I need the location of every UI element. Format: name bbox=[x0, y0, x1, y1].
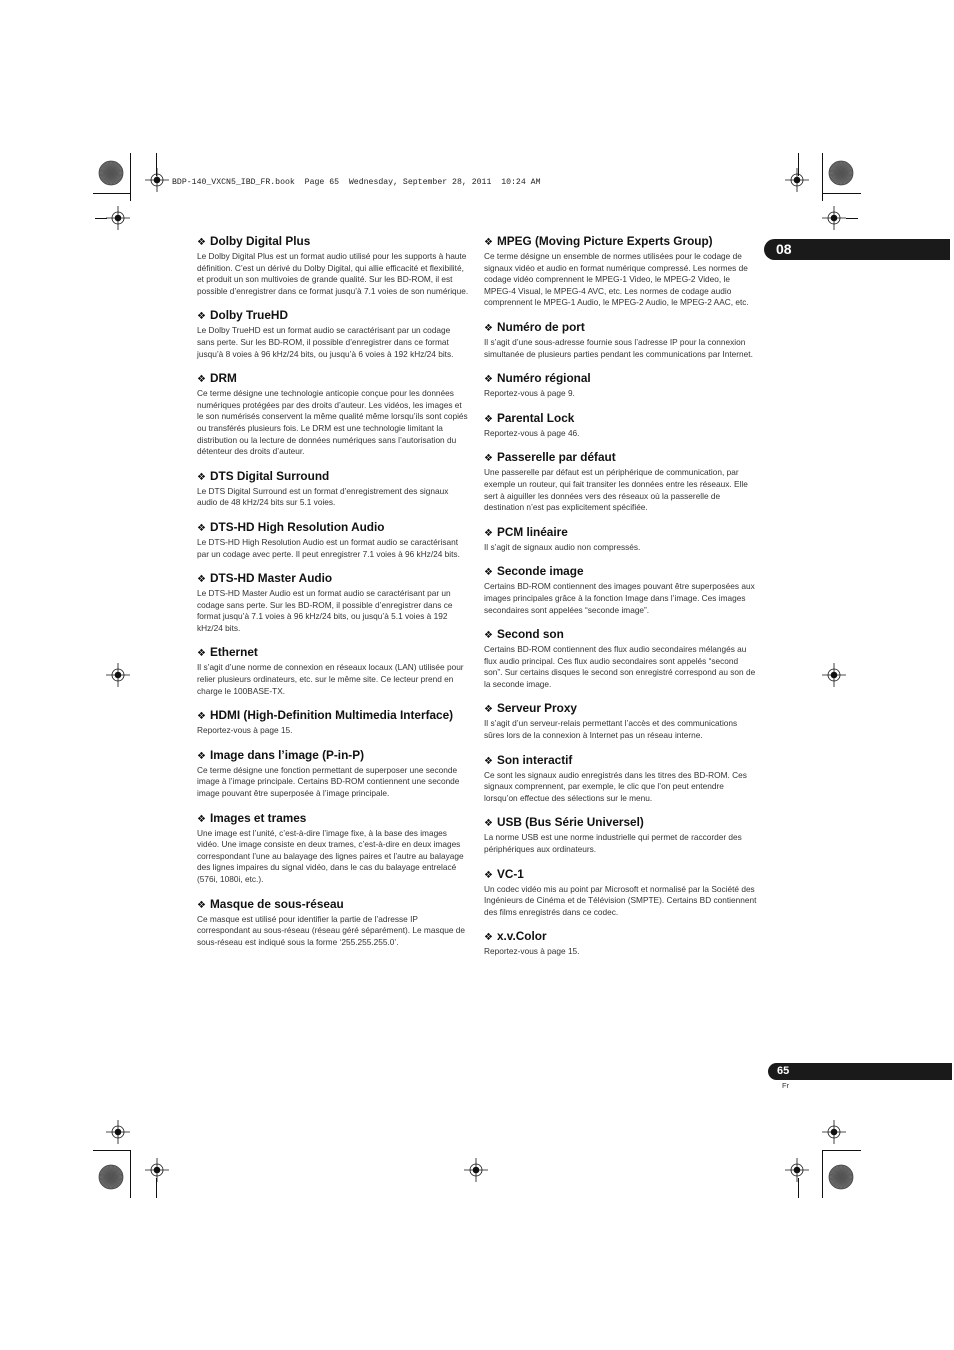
starburst-mark-icon bbox=[98, 1164, 124, 1190]
glossary-term-text: HDMI (High-Definition Multimedia Interface) bbox=[209, 708, 454, 723]
diamond-bullet-icon: ❖ bbox=[197, 237, 206, 248]
diamond-bullet-icon: ❖ bbox=[484, 322, 493, 334]
diamond-bullet-icon: ❖ bbox=[197, 711, 206, 723]
glossary-term-text: x.v.Color bbox=[496, 929, 547, 944]
glossary-term bbox=[197, 308, 469, 324]
crosshair-mark-icon bbox=[106, 663, 130, 687]
crosshair-mark-icon bbox=[822, 206, 846, 230]
glossary-entry bbox=[484, 371, 757, 400]
glossary-term bbox=[484, 701, 757, 717]
glossary-definition: Reportez-vous à page 15. bbox=[197, 725, 293, 736]
glossary-definition: La norme USB est une norme industrielle qui permet de raccorder des périphériques aux ordinateurs. bbox=[484, 832, 742, 855]
crop-line bbox=[822, 1150, 823, 1198]
starburst-mark-icon bbox=[828, 1164, 854, 1190]
diamond-bullet-icon: ❖ bbox=[197, 311, 206, 323]
glossary-entry bbox=[197, 308, 469, 360]
glossary-entry bbox=[484, 411, 757, 440]
glossary-entry bbox=[197, 234, 469, 297]
glossary-term bbox=[484, 815, 757, 831]
starburst-mark-icon bbox=[828, 160, 854, 186]
crosshair-mark-icon bbox=[145, 168, 169, 192]
crop-line bbox=[798, 1178, 799, 1198]
glossary-entry bbox=[197, 571, 469, 634]
glossary-entry bbox=[197, 371, 469, 458]
diamond-bullet-icon: ❖ bbox=[484, 567, 493, 579]
glossary-definition: Le Dolby Digital Plus est un format audio utilisé pour les supports à haute définition. C’est un dérivé du Dolby Digital, qui allie efficacité et flexibilité, et produit un son multivoies de grande qualité. Sur les BD-ROM, il est possible d’enregistrer dans ce format jusqu’à 7.1 voies de son numérique. bbox=[197, 251, 469, 296]
glossary-term bbox=[484, 867, 757, 883]
glossary-term-text: Parental Lock bbox=[496, 410, 575, 425]
glossary-definition: Le DTS-HD Master Audio est un format audio se caractérisant par un codage sans perte. Sur les BD-ROM, il possible d’enregistrer dans ce format jusqu’à 7.1 voies à 96 kHz/24 bits, ou jusqu’à 5.1 voies à 192 kHz/24 bits. bbox=[197, 588, 453, 633]
glossary-entry bbox=[197, 469, 469, 509]
glossary-term-text: Images et trames bbox=[209, 810, 307, 825]
diamond-bullet-icon: ❖ bbox=[484, 869, 493, 881]
glossary-term bbox=[197, 469, 469, 485]
crosshair-mark-icon bbox=[464, 1158, 488, 1182]
glossary-entry bbox=[484, 450, 757, 513]
glossary-definition: Certains BD-ROM contiennent des flux audio secondaires mélangés au flux audio principal. Ces flux audio secondaires sont appelés “second son”. Sur certains disques le second son enregistré correspond au son de la seconde image. bbox=[484, 644, 756, 689]
glossary-term-text: Ethernet bbox=[209, 645, 258, 660]
glossary-term-text: Numéro régional bbox=[496, 371, 591, 386]
glossary-term bbox=[197, 897, 469, 913]
diamond-bullet-icon: ❖ bbox=[197, 648, 206, 660]
glossary-term bbox=[484, 234, 757, 250]
crop-line bbox=[93, 1150, 131, 1151]
diamond-bullet-icon: ❖ bbox=[484, 413, 493, 425]
glossary-term bbox=[197, 811, 469, 827]
glossary-term-text: Masque de sous-réseau bbox=[209, 896, 344, 911]
glossary-term bbox=[197, 520, 469, 536]
glossary-entry bbox=[484, 627, 757, 690]
glossary-term bbox=[197, 234, 469, 250]
glossary-definition: Ce sont les signaux audio enregistrés dans les titres des BD-ROM. Ces signaux comprennent, par exemple, le clic que l’on peut entendre lorsqu’on effectue des sélections sur le menu. bbox=[484, 769, 747, 803]
glossary-definition: Un codec vidéo mis au point par Microsoft et normalisé par la Société des Ingénieurs de Cinéma et de Télévision (SMPTE). Certains BD contiennent des films enregistrés dans ce codec. bbox=[484, 883, 757, 917]
diamond-bullet-icon: ❖ bbox=[484, 527, 493, 539]
glossary-definition: Il s’agit d’une norme de connexion en réseaux locaux (LAN) utilisée pour relier plusieurs ordinateurs, etc. sur le même site. Ce lecteur prend en charge le 100BASE-TX. bbox=[197, 662, 464, 696]
glossary-entry bbox=[484, 753, 757, 805]
glossary-definition: Reportez-vous à page 15. bbox=[484, 946, 580, 957]
page-number: 65 bbox=[768, 1063, 952, 1080]
diamond-bullet-icon: ❖ bbox=[197, 813, 206, 825]
glossary-definition: Le Dolby TrueHD est un format audio se caractérisant par un codage sans perte. Sur les BD-ROM, il possible d’enregistrer dans ce format jusqu’à 8 voies à 96 kHz/24 bits, ou jusqu’à 6 voies à 192 kHz/24 bits. bbox=[197, 325, 454, 359]
glossary-term-text: Dolby TrueHD bbox=[209, 308, 288, 323]
glossary-entry bbox=[484, 525, 757, 554]
glossary-definition: Le DTS Digital Surround est un format d’enregistrement des signaux audio de 48 kHz/24 bits sur 5.1 voies. bbox=[197, 485, 449, 508]
diamond-bullet-icon: ❖ bbox=[484, 932, 493, 944]
language-code: Fr bbox=[782, 1081, 790, 1090]
glossary-definition: Une image est l’unité, c’est-à-dire l’image fixe, à la base des images vidéo. Une image consiste en deux trames, c’est-à-dire en deux images correspondant l’une au balayage des lignes paires et l’autre au balayage des lignes impaires du signal vidéo, dans le cas du balayage entrelacé (576i, 1080i, etc.). bbox=[197, 827, 464, 884]
glossary-entry bbox=[484, 929, 757, 958]
crosshair-mark-icon bbox=[785, 1158, 809, 1182]
glossary-entry bbox=[484, 867, 757, 919]
diamond-bullet-icon: ❖ bbox=[484, 755, 493, 767]
crosshair-mark-icon bbox=[822, 663, 846, 687]
glossary-term bbox=[484, 320, 757, 336]
glossary-entry bbox=[197, 748, 469, 800]
diamond-bullet-icon: ❖ bbox=[197, 374, 206, 386]
glossary-term bbox=[484, 564, 757, 580]
glossary-term-text: DTS-HD Master Audio bbox=[209, 571, 333, 586]
crop-line bbox=[823, 193, 861, 194]
glossary-term bbox=[484, 525, 757, 541]
glossary-definition: Une passerelle par défaut est un périphérique de communication, par exemple un routeur, qui fait transiter les données entre les réseaux. Elle sert à aiguiller les données vers des réseaux où la passerelle de destination n’est pas explicitement spécifiée. bbox=[484, 467, 748, 513]
glossary-term bbox=[484, 929, 757, 945]
glossary-entry bbox=[484, 234, 757, 309]
glossary-definition: Le DTS-HD High Resolution Audio est un format audio se caractérisant par un codage avec perte. Il peut enregistrer 7.1 voies à 96 kHz/24 bits. bbox=[197, 536, 460, 559]
crosshair-mark-icon bbox=[106, 1120, 130, 1144]
diamond-bullet-icon: ❖ bbox=[197, 750, 206, 762]
diamond-bullet-icon: ❖ bbox=[484, 237, 493, 248]
crop-line bbox=[95, 218, 107, 219]
crop-line bbox=[93, 193, 131, 194]
glossary-entry bbox=[197, 520, 469, 560]
diamond-bullet-icon: ❖ bbox=[484, 704, 493, 716]
glossary-column-right bbox=[484, 234, 757, 969]
glossary-entry bbox=[484, 564, 757, 616]
crosshair-mark-icon bbox=[822, 1120, 846, 1144]
crop-line bbox=[846, 218, 858, 219]
glossary-term-text: MPEG (Moving Picture Experts Group) bbox=[496, 234, 713, 248]
crosshair-mark-icon bbox=[106, 206, 130, 230]
glossary-term bbox=[197, 708, 469, 724]
glossary-term bbox=[484, 627, 757, 643]
chapter-tab: 08 bbox=[764, 239, 950, 260]
glossary-definition: Il s’agit de signaux audio non compressés. bbox=[484, 541, 641, 552]
glossary-definition: Il s’agit d’une sous-adresse fournie sous l’adresse IP pour la connexion simultanée de plusieurs parties pendant les communications par Internet. bbox=[484, 336, 753, 359]
glossary-entry bbox=[197, 645, 469, 697]
glossary-term bbox=[484, 411, 757, 427]
glossary-term bbox=[197, 645, 469, 661]
glossary-term-text: DTS-HD High Resolution Audio bbox=[209, 519, 385, 534]
crop-line bbox=[823, 1150, 861, 1151]
glossary-definition: Ce terme désigne une fonction permettant de superposer une seconde image à l’image principale. Certains BD-ROM contiennent une seconde image pouvant être superposée à l’image principale. bbox=[197, 764, 460, 799]
glossary-term bbox=[197, 571, 469, 587]
glossary-column-left bbox=[197, 234, 469, 959]
glossary-term bbox=[484, 371, 757, 387]
starburst-mark-icon bbox=[98, 160, 124, 186]
crop-line bbox=[798, 153, 799, 176]
glossary-term bbox=[484, 753, 757, 769]
glossary-term-text: PCM linéaire bbox=[496, 524, 568, 539]
diamond-bullet-icon: ❖ bbox=[484, 630, 493, 642]
glossary-definition: Ce terme désigne un ensemble de normes utilisées pour le codage de signaux vidéo et audio en format numérique compressé. Les normes de codage vidéo comprennent le MPEG-1 Video, le MPEG-2 Video, le MPEG-4 Visual, le MPEG-4 AVC, etc. Les normes de codage audio comprennent le MPEG-1 Audio, le MPEG-2 Audio, le MPEG-2 AAC, etc. bbox=[484, 251, 749, 308]
glossary-definition: Certains BD-ROM contiennent des images pouvant être superposées aux images principales grâce à la fonction Image dans l’image. Ces images secondaires sont appelées “seconde image”. bbox=[484, 581, 755, 615]
glossary-term bbox=[197, 748, 469, 764]
glossary-entry bbox=[484, 815, 757, 855]
crop-line bbox=[156, 153, 157, 176]
diamond-bullet-icon: ❖ bbox=[197, 899, 206, 911]
crop-line bbox=[130, 1150, 131, 1198]
print-header: BDP-140_VXCN5_IBD_FR.book Page 65 Wednesday, September 28, 2011 10:24 AM bbox=[172, 178, 541, 187]
glossary-definition: Ce masque est utilisé pour identifier la partie de l’adresse IP correspondant au sous-réseau (réseau géré séparément). Le masque de sous-réseau est indiqué sous la forme ‘255.255.255.0’. bbox=[197, 913, 465, 947]
glossary-term-text: Numéro de port bbox=[496, 319, 585, 334]
crosshair-mark-icon bbox=[145, 1158, 169, 1182]
glossary-term bbox=[197, 371, 469, 387]
glossary-term bbox=[484, 450, 757, 466]
glossary-term-text: Image dans l’image (P-in-P) bbox=[209, 747, 365, 762]
glossary-term-text: Seconde image bbox=[496, 564, 584, 579]
glossary-definition: Reportez-vous à page 9. bbox=[484, 388, 575, 399]
glossary-term-text: Son interactif bbox=[496, 752, 573, 767]
glossary-entry bbox=[197, 811, 469, 886]
glossary-term-text: Passerelle par défaut bbox=[496, 450, 616, 465]
glossary-term-text: DTS Digital Surround bbox=[209, 468, 330, 483]
glossary-term-text: Second son bbox=[496, 627, 564, 642]
glossary-definition: Il s’agit d’un serveur-relais permettant l’accès et des communications sûres lors de la connexion à Internet pas un réseau interne. bbox=[484, 718, 738, 741]
glossary-term-text: USB (Bus Série Universel) bbox=[496, 815, 644, 830]
diamond-bullet-icon: ❖ bbox=[197, 471, 206, 483]
glossary-definition: Reportez-vous à page 46. bbox=[484, 427, 580, 438]
glossary-term-text: Dolby Digital Plus bbox=[209, 234, 311, 248]
diamond-bullet-icon: ❖ bbox=[197, 522, 206, 534]
glossary-term-text: Serveur Proxy bbox=[496, 701, 577, 716]
glossary-entry bbox=[197, 897, 469, 949]
glossary-definition: Ce terme désigne une technologie anticopie conçue pour les données numériques protégées par des droits d’auteur. Les vidéos, les images et le son numérisés conservent la même qualité même lorsqu’ils sont copiés ou transférés plusieurs fois. Le DRM est une technologie limitant la distribution ou la lecture de données numériques sans l’autorisation du détenteur des droits d’auteur. bbox=[197, 388, 468, 457]
diamond-bullet-icon: ❖ bbox=[484, 453, 493, 465]
diamond-bullet-icon: ❖ bbox=[484, 818, 493, 830]
glossary-term-text: DRM bbox=[209, 371, 237, 386]
glossary-entry bbox=[484, 701, 757, 741]
glossary-entry bbox=[484, 320, 757, 360]
glossary-term-text: VC-1 bbox=[496, 866, 524, 881]
glossary-entry bbox=[197, 708, 469, 737]
crop-line bbox=[156, 1178, 157, 1198]
diamond-bullet-icon: ❖ bbox=[197, 574, 206, 586]
crosshair-mark-icon bbox=[785, 168, 809, 192]
diamond-bullet-icon: ❖ bbox=[484, 374, 493, 386]
